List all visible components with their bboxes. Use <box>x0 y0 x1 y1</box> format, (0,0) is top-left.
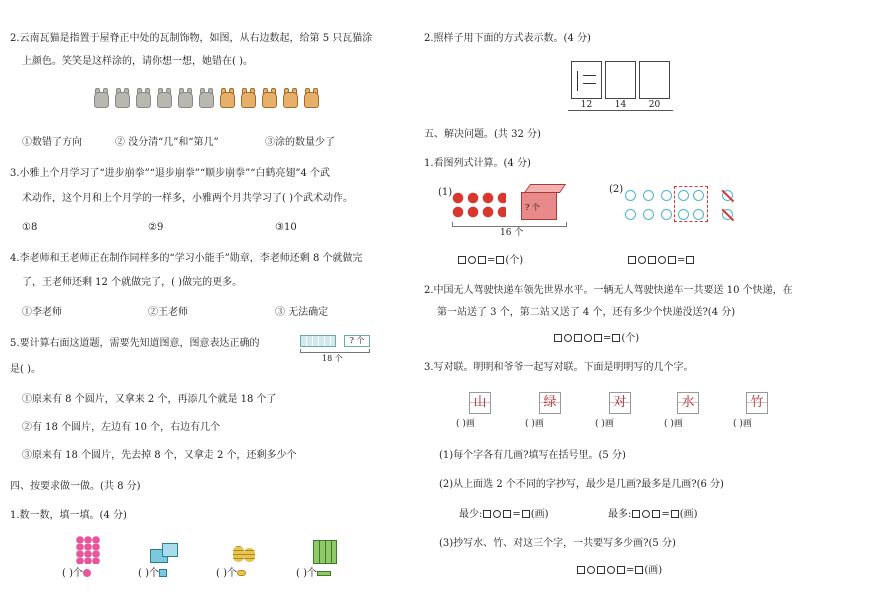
place-value-box-1[interactable] <box>571 61 602 99</box>
min-stroke-equation[interactable]: 最少: = (画) <box>459 509 549 520</box>
place-value-label-2: 14 <box>614 100 627 110</box>
count-blank-2[interactable]: ( )个 <box>138 568 167 580</box>
fig1-label: (1) <box>438 187 453 198</box>
char-box-shan: 山 <box>469 392 491 414</box>
wa-cat-icon-colored <box>302 86 321 111</box>
circle-icon <box>643 209 654 220</box>
q5-question-box: ? 个 <box>344 335 370 347</box>
cube-icon <box>159 569 167 577</box>
char-box-zhu: 竹 <box>746 392 768 414</box>
pink-ball-pile <box>72 536 104 564</box>
stroke-blank-5[interactable]: ( )画 <box>733 419 752 429</box>
circle-icon <box>678 209 689 220</box>
count-blank-3[interactable]: ( )个 <box>216 568 246 580</box>
coin-icon <box>237 570 246 576</box>
wa-cat-icon-colored <box>239 86 258 111</box>
place-value-baseline <box>568 110 673 111</box>
crossed-circle-icon <box>722 190 733 201</box>
q5-total-label: 18 个 <box>322 354 343 363</box>
fig2-label: (2) <box>609 184 624 195</box>
wa-cat-icon <box>176 86 195 111</box>
place-value-box-3[interactable] <box>639 61 670 99</box>
circle-icon <box>661 190 672 201</box>
fig1-equation[interactable]: = (个) <box>457 255 523 267</box>
fig2-equation[interactable]: = <box>627 255 695 267</box>
wa-cat-icon-colored <box>281 86 300 111</box>
r-q2b-line2: 第一站送了 3 个，第二站又送了 4 个，还有多少个快递没送?(4 分) <box>437 307 736 318</box>
r-q2b-line1: 2.中国无人驾驶快递车领先世界水平。一辆无人驾驶快递车一共要送 10 个快递，在 <box>424 285 793 296</box>
q2-option-2[interactable]: ② 没分清“几”和“第几” <box>115 137 219 148</box>
q5-line1: 5.要计算右面这道题，需要先知道图意，图意表达正确的 <box>10 338 260 349</box>
section-4-heading: 四、按要求做一做。(共 8 分) <box>10 481 141 492</box>
q3-option-3[interactable]: ③10 <box>275 222 297 233</box>
total-stroke-equation[interactable]: = (画) <box>576 565 662 577</box>
fig1-question-label: ? 个 <box>525 203 540 212</box>
q4-line2: 了，王老师还剩 12 个就做完了，( )做完的更多。 <box>22 277 243 288</box>
coin-stack <box>233 546 255 562</box>
q4-option-1[interactable]: ①李老师 <box>22 307 62 318</box>
r-q2-title: 2.照样子用下面的方式表示数。(4 分) <box>424 33 591 44</box>
q4-line1: 4.李老师和王老师正在制作同样多的“学习小能手”勋章，李老师还剩 8 个就做完 <box>10 253 363 264</box>
r-q3-sub2: (2)从上面选 2 个不同的字抄写，最少是几画?最多是几画?(6 分) <box>439 479 724 490</box>
r-q1-title: 1.看图列式计算。(4 分) <box>424 158 531 169</box>
q5-disc-group <box>300 335 336 347</box>
char-box-shui: 水 <box>677 392 699 414</box>
q2-line1: 2.云南瓦猫是指置于屋脊正中处的瓦制饰物，如图，从右边数起，给第 5 只瓦猫涂 <box>10 33 373 44</box>
q5-option-3[interactable]: ③原来有 18 个圆片，先去掉 8 个，又拿走 2 个，还剩多少个 <box>22 450 297 461</box>
delivery-equation[interactable]: = (个) <box>553 333 639 345</box>
q5-line2: 是( )。 <box>10 364 41 375</box>
wa-cat-row <box>92 86 321 111</box>
char-box-lv: 绿 <box>539 392 561 414</box>
circle-icon <box>625 190 636 201</box>
stroke-blank-1[interactable]: ( )画 <box>456 419 475 429</box>
q2-option-3[interactable]: ③涂的数量少了 <box>265 137 335 148</box>
max-stroke-equation[interactable]: 最多: = (画) <box>608 509 698 520</box>
q3-line1: 3.小雅上个月学习了“进步崩拳”“退步崩拳”“顺步崩拳”“白鹤亮翅”4 个武 <box>10 168 330 179</box>
place-value-box-2[interactable] <box>605 61 636 99</box>
circle-icon <box>643 190 654 201</box>
box-icon <box>521 184 567 220</box>
count-blank-4[interactable]: ( )个 <box>296 568 331 580</box>
circle-icon <box>661 209 672 220</box>
section-5-heading: 五、解决问题。(共 32 分) <box>424 129 541 140</box>
cube-stack <box>150 543 180 563</box>
place-value-label-1: 12 <box>580 100 593 110</box>
block-icon <box>317 571 331 576</box>
stroke-blank-2[interactable]: ( )画 <box>525 419 544 429</box>
q4-option-2[interactable]: ②王老师 <box>148 307 188 318</box>
q3-line2: 术动作，这个月和上个月学的一样多，小雅两个月共学习了( )个武术动作。 <box>22 193 353 204</box>
wa-cat-icon <box>134 86 153 111</box>
q3-option-1[interactable]: ①8 <box>22 222 38 233</box>
count-blank-1[interactable]: ( )个 <box>62 568 91 580</box>
stroke-blank-4[interactable]: ( )画 <box>664 419 683 429</box>
circle-icon <box>625 209 636 220</box>
circle-icon <box>693 209 704 220</box>
wa-cat-icon <box>197 86 216 111</box>
stroke-blank-3[interactable]: ( )画 <box>595 419 614 429</box>
q2-option-1[interactable]: ①数错了方向 <box>22 137 82 148</box>
q2-line2: 上颜色。笑笑是这样涂的，请你想一想，她错在( )。 <box>22 56 253 67</box>
wa-cat-icon-colored <box>260 86 279 111</box>
block-stack <box>313 540 337 564</box>
r-q3-sub1: (1)每个字各有几画?填写在括号里。(5 分) <box>439 450 626 461</box>
q5-option-2[interactable]: ②有 18 个圆片，左边有 10 个，右边有几个 <box>22 422 221 433</box>
char-box-dui: 对 <box>609 392 631 414</box>
circle-icon <box>693 190 704 201</box>
apple-group <box>452 190 506 220</box>
wa-cat-icon <box>113 86 132 111</box>
q5-option-1[interactable]: ①原来有 8 个圆片，又拿来 2 个，再添几个就是 18 个了 <box>22 394 277 405</box>
circle-icon <box>678 190 689 201</box>
crossed-circle-icon <box>722 209 733 220</box>
q3-option-2[interactable]: ②9 <box>148 222 164 233</box>
r-q3-title: 3.写对联。明明和爷爷一起写对联。下面是明明写的几个字。 <box>424 362 694 373</box>
fig1-total: 16 个 <box>500 228 524 238</box>
q1-count-title: 1.数一数，填一填。(4 分) <box>10 510 127 521</box>
wa-cat-icon <box>92 86 111 111</box>
wa-cat-icon-colored <box>218 86 237 111</box>
wa-cat-icon <box>155 86 174 111</box>
place-value-label-3: 20 <box>648 100 661 110</box>
q5-figure <box>298 332 374 364</box>
pink-ball-icon <box>83 569 91 577</box>
q4-option-3[interactable]: ③ 无法确定 <box>275 307 329 318</box>
r-q3-sub3: (3)抄写水、竹、对这三个字，一共要写多少画?(5 分) <box>439 538 676 549</box>
